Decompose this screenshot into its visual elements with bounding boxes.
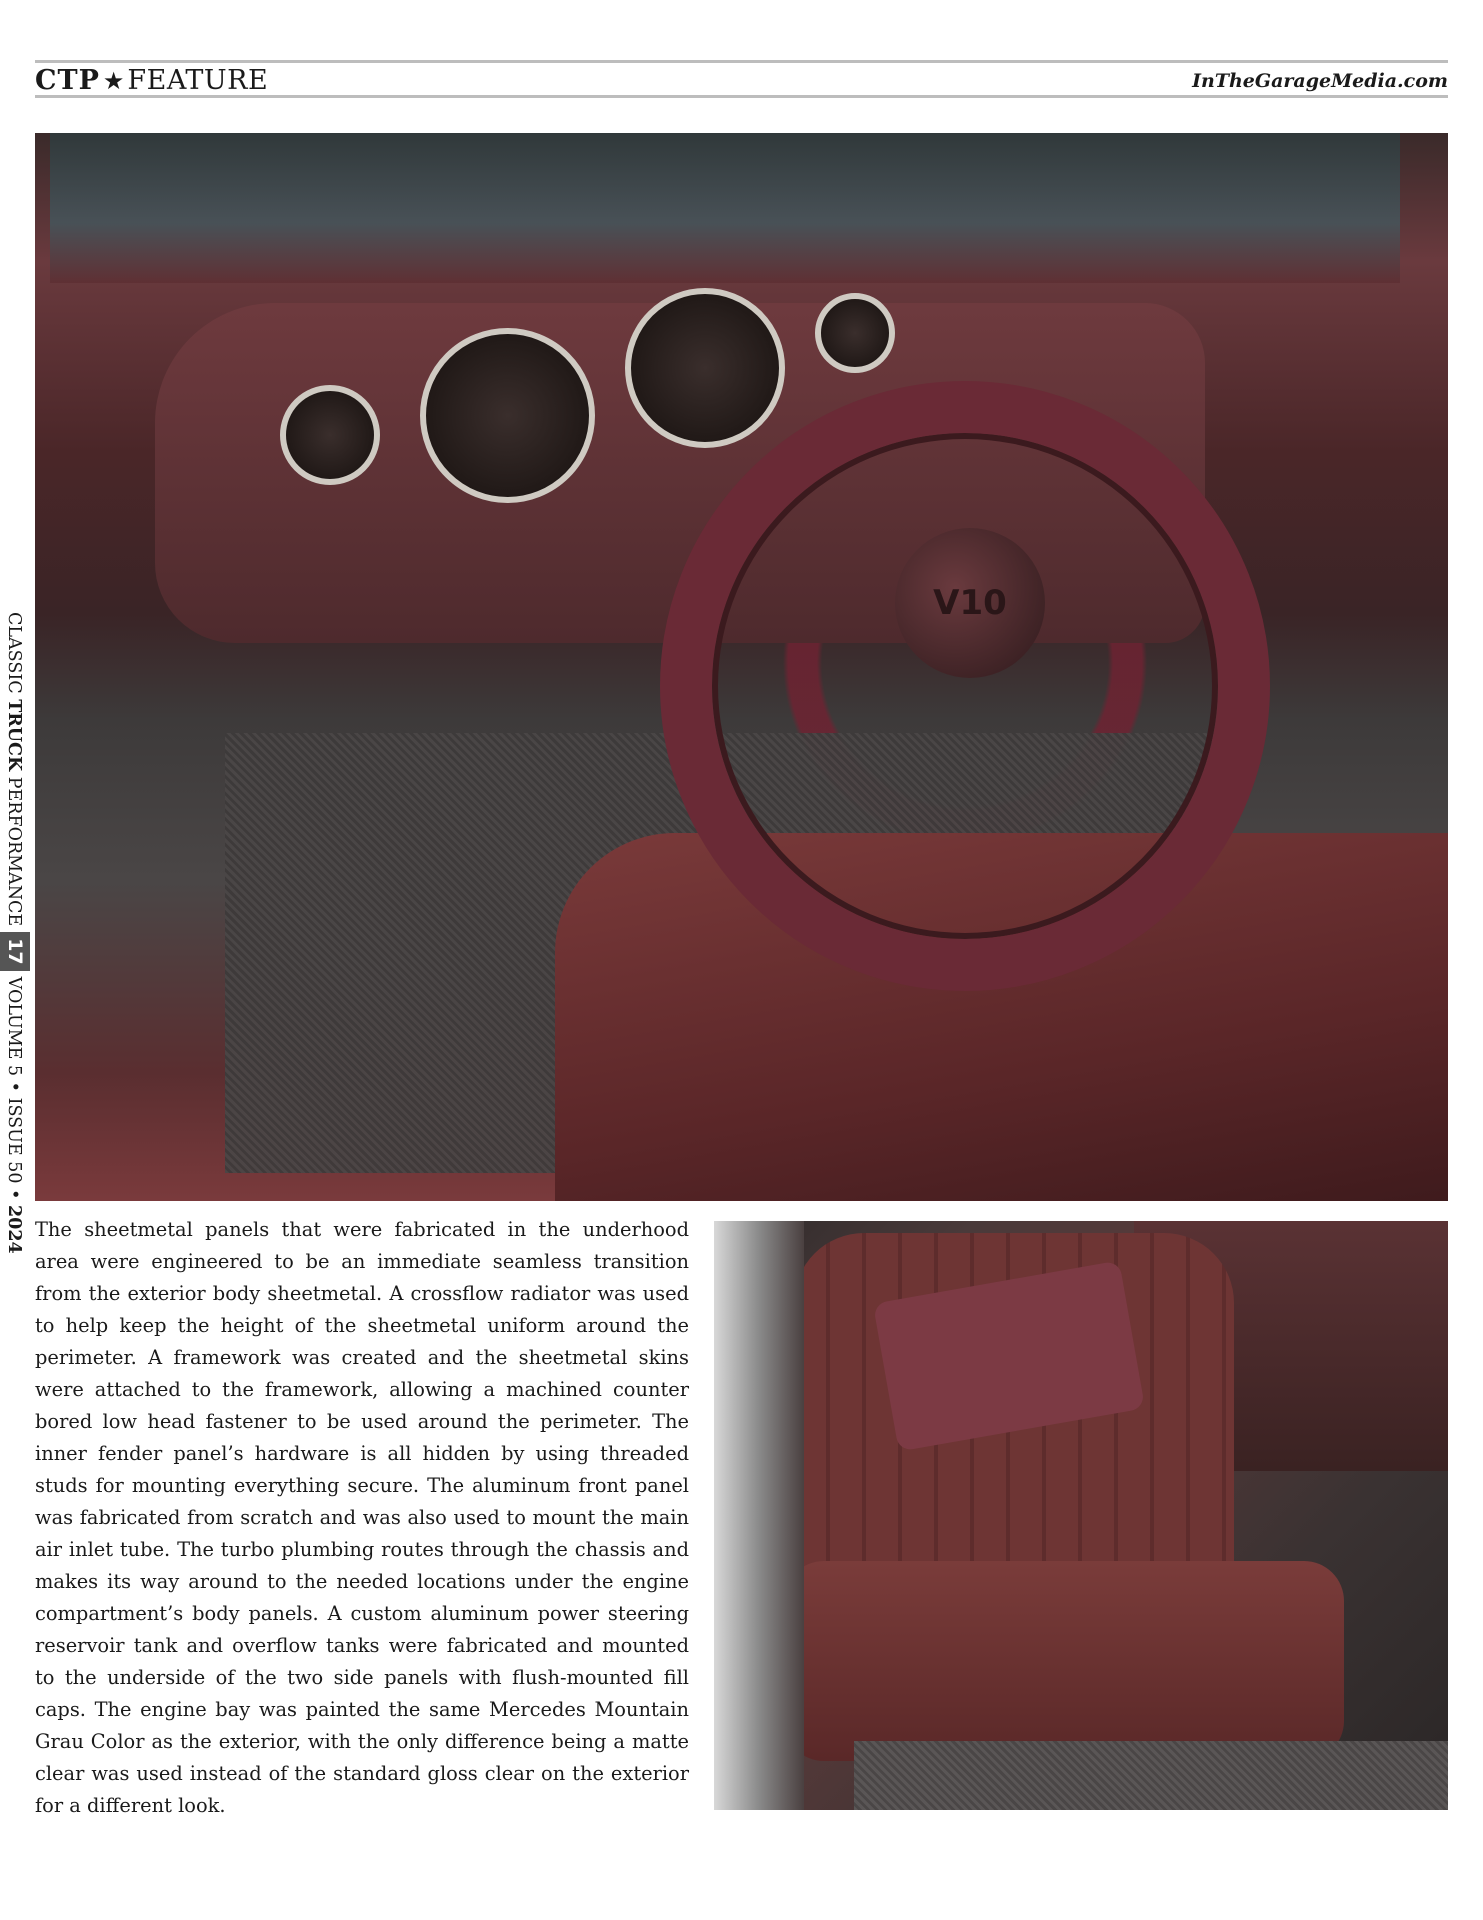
small-gauge bbox=[280, 385, 380, 485]
steering-hub bbox=[895, 528, 1045, 678]
pub-suffix: PERFORMANCE bbox=[4, 776, 24, 927]
issue-year: 2024 bbox=[4, 1204, 24, 1254]
windshield bbox=[50, 133, 1400, 283]
side-folio bbox=[0, 612, 30, 1258]
star-icon: ★ bbox=[102, 67, 125, 95]
page-header bbox=[35, 60, 1448, 98]
article-body: The sheetmetal panels that were fabricated in the underhood area were engineered to be an immediate seamless transition from the exterior body sheetmetal. A crossflow radiator was used to help keep the height of the sheetmetal uniform around the perimeter. A framework was created and the sheetmetal skins were attached to the framework, allowing a machined counter bored low head fastener to be used around the perimeter. The inner fender panel’s hardware is all hidden by using threaded studs for mounting everything secure. The aluminum front panel was fabricated from scratch and was also used to mount the main air inlet tube. The turbo plumbing routes through the chassis and makes its way around to the needed locations under the engine compartment’s body panels. A custom aluminum power steering reservoir tank and overflow tanks were fabricated and mounted to the underside of the two side panels with flush-mounted fill caps. The engine bay was painted the same Mercedes Mountain Grau Color as the exterior, with the only difference being a matte clear was used instead of the standard gloss clear on the exterior for a different look. bbox=[35, 1218, 689, 1817]
tachometer-gauge bbox=[625, 288, 785, 448]
floor-carpet bbox=[854, 1741, 1448, 1810]
issue-text: VOLUME 5 • ISSUE 50 • bbox=[4, 976, 24, 1200]
dashboard-photo bbox=[35, 133, 1448, 1201]
section-brand bbox=[35, 66, 268, 96]
aux-gauge bbox=[815, 293, 895, 373]
hub-logo: V10 bbox=[933, 583, 1007, 623]
seat-cushion bbox=[784, 1561, 1344, 1761]
brand-ctp: CTP bbox=[35, 65, 100, 96]
website-url: InTheGarageMedia.com bbox=[1192, 70, 1448, 92]
pub-bold: TRUCK bbox=[4, 699, 24, 772]
steering-wheel bbox=[660, 381, 1270, 991]
door-jamb bbox=[714, 1221, 804, 1810]
bench-seat-photo bbox=[714, 1221, 1448, 1810]
pub-prefix: CLASSIC bbox=[4, 612, 24, 694]
speedometer-gauge bbox=[420, 328, 595, 503]
folio-text bbox=[0, 612, 30, 1258]
section-label: FEATURE bbox=[127, 65, 269, 96]
page-number: 17 bbox=[0, 932, 30, 970]
